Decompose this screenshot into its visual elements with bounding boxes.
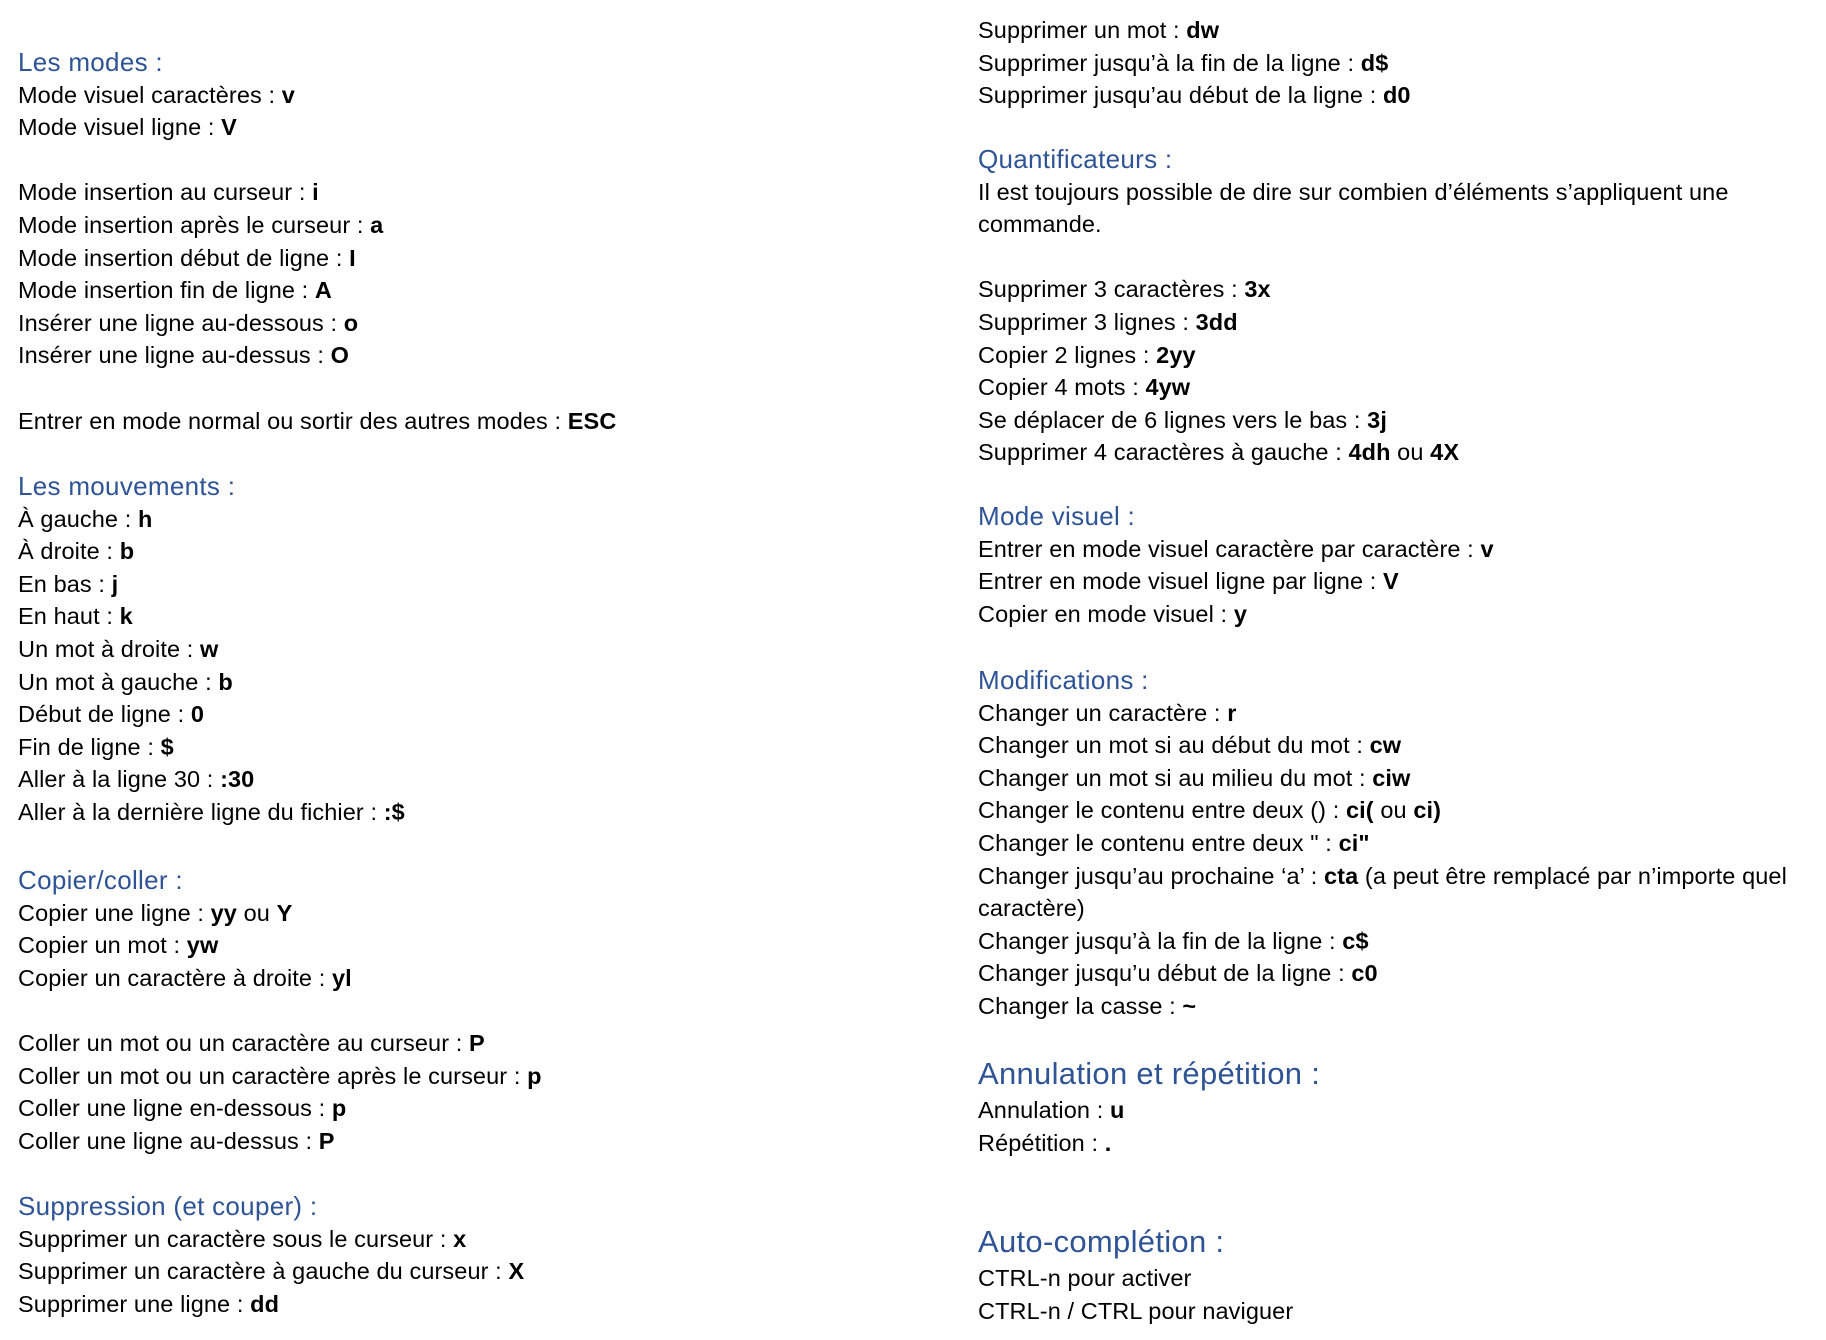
shortcut-label: Coller une ligne au-dessus : — [18, 1127, 319, 1154]
shortcut-label: Début de ligne : — [18, 701, 191, 728]
section-heading: Auto-complétion : — [978, 1224, 1225, 1259]
shortcut-line — [18, 1092, 938, 1125]
shortcut-key: ~ — [1182, 992, 1197, 1019]
shortcut-label: Changer le contenu entre deux () : — [978, 797, 1346, 824]
shortcut-label: Changer jusqu’à la fin de la ligne : — [978, 927, 1343, 954]
shortcut-label: À droite : — [18, 538, 120, 565]
shortcut-key: I — [349, 244, 356, 271]
shortcut-label-extra: ou — [1390, 439, 1431, 466]
shortcut-label: Supprimer 3 caractères : — [978, 276, 1245, 303]
shortcut-key: y — [1233, 600, 1247, 627]
shortcut-line — [978, 436, 1818, 469]
shortcut-line — [978, 339, 1818, 372]
shortcut-key: a — [370, 211, 384, 238]
shortcut-label: En bas : — [18, 570, 112, 597]
shortcut-label: Aller à la ligne 30 : — [18, 766, 221, 793]
shortcut-line — [18, 600, 938, 633]
shortcut-line — [978, 957, 1818, 990]
shortcut-key: ci( — [1345, 797, 1374, 824]
shortcut-label-extra: (a peut être remplacé par n’importe quel caractère) — [978, 862, 1787, 922]
shortcut-line — [18, 274, 938, 307]
shortcut-line — [978, 762, 1818, 795]
shortcut-key: b — [119, 538, 135, 565]
shortcut-label: En haut : — [18, 603, 120, 630]
shortcut-line — [978, 533, 1818, 566]
shortcut-label: CTRL-n / CTRL pour naviguer — [978, 1297, 1294, 1324]
shortcut-label: Supprimer un caractère sous le curseur : — [18, 1225, 454, 1252]
shortcut-label: Supprimer jusqu’au début de la ligne : — [978, 82, 1383, 109]
shortcut-key: 3x — [1244, 276, 1271, 303]
shortcut-line — [978, 794, 1818, 827]
shortcut-key: P — [469, 1029, 485, 1056]
shortcut-label: Entrer en mode visuel caractère par caractère : — [978, 535, 1481, 562]
shortcut-label: Mode insertion après le curseur : — [18, 211, 371, 238]
shortcut-line — [18, 763, 938, 796]
shortcut-key: X — [508, 1258, 525, 1285]
shortcut-key: k — [119, 603, 133, 630]
section-copier — [18, 864, 938, 1157]
shortcut-key: u — [1109, 1097, 1125, 1123]
shortcut-line — [978, 925, 1818, 958]
shortcut-label: Aller à la dernière ligne du fichier : — [18, 798, 384, 825]
shortcut-line — [978, 697, 1818, 730]
shortcut-line — [18, 405, 938, 438]
blank-line — [18, 372, 938, 405]
shortcut-label: Changer jusqu’u début de la ligne : — [978, 960, 1352, 987]
shortcut-label: Changer le contenu entre deux " : — [978, 829, 1339, 856]
shortcut-key: d$ — [1360, 49, 1389, 76]
shortcut-line — [18, 1125, 938, 1158]
shortcut-line — [18, 1288, 938, 1321]
section-modes — [18, 46, 938, 437]
shortcut-key: O — [330, 342, 349, 369]
shortcut-label: Copier un mot : — [18, 932, 187, 959]
shortcut-line — [18, 1060, 938, 1093]
shortcut-line — [18, 698, 938, 731]
shortcut-label: Un mot à gauche : — [18, 668, 219, 695]
shortcut-key: yl — [331, 964, 352, 991]
shortcut-line — [18, 209, 938, 242]
shortcut-key: d0 — [1382, 82, 1411, 109]
shortcut-label: Supprimer 4 caractères à gauche : — [978, 439, 1349, 466]
shortcut-key: cw — [1369, 732, 1402, 759]
shortcut-label: Changer un mot si au milieu du mot : — [978, 764, 1373, 791]
shortcut-line — [978, 47, 1818, 80]
section-visuel — [978, 500, 1818, 630]
shortcut-line — [978, 598, 1818, 631]
shortcut-label: Se déplacer de 6 lignes vers le bas : — [978, 406, 1368, 433]
shortcut-key: 3j — [1367, 406, 1387, 433]
shortcut-label: Coller un mot ou un caractère au curseur : — [18, 1029, 470, 1056]
shortcut-label: Mode visuel caractères : — [18, 81, 282, 108]
section-autocompletion — [978, 1222, 1818, 1327]
shortcut-label: Supprimer 3 lignes : — [978, 308, 1196, 335]
shortcut-line — [18, 307, 938, 340]
shortcut-line — [18, 633, 938, 666]
shortcut-line — [978, 306, 1818, 339]
shortcut-label: Changer un mot si au début du mot : — [978, 732, 1370, 759]
shortcut-label: Supprimer un mot : — [978, 17, 1187, 43]
shortcut-label-extra: ou — [1373, 797, 1414, 824]
section-intro: Il est toujours possible de dire sur combien d’éléments s’appliquent une commande. — [978, 178, 1729, 238]
shortcut-key: ESC — [567, 407, 617, 434]
shortcut-line — [18, 796, 938, 829]
shortcut-key: . — [1104, 1129, 1112, 1156]
shortcut-line — [18, 1255, 938, 1288]
shortcut-key: P — [318, 1127, 335, 1154]
section-heading: Les mouvements : — [18, 471, 236, 501]
shortcut-line — [18, 666, 938, 699]
shortcut-line — [18, 929, 938, 962]
shortcut-key: :$ — [383, 798, 405, 825]
shortcut-key: :30 — [220, 766, 255, 793]
shortcut-label: Copier un caractère à droite : — [18, 964, 332, 991]
shortcut-label: Mode insertion au curseur : — [18, 179, 313, 206]
shortcut-label: CTRL-n pour activer — [978, 1265, 1192, 1291]
shortcut-line — [978, 14, 1818, 47]
shortcut-label: Insérer une ligne au-dessus : — [18, 342, 331, 369]
shortcut-line — [18, 339, 938, 372]
shortcut-label: Changer la casse : — [978, 992, 1183, 1019]
shortcut-label: Entrer en mode visuel ligne par ligne : — [978, 568, 1384, 595]
shortcut-label: Coller un mot ou un caractère après le curseur : — [18, 1062, 528, 1089]
shortcut-line — [978, 1295, 1818, 1328]
section-suppression-suite — [978, 14, 1818, 112]
section-suppression — [18, 1190, 938, 1320]
shortcut-key: x — [453, 1225, 467, 1252]
shortcut-label: Entrer en mode normal ou sortir des autres modes : — [18, 407, 568, 434]
shortcut-key: c0 — [1351, 960, 1378, 987]
shortcut-line — [978, 860, 1813, 925]
shortcut-label: Mode visuel ligne : — [18, 114, 222, 141]
shortcut-key: $ — [160, 733, 174, 760]
shortcut-label: Insérer une ligne au-dessous : — [18, 309, 344, 336]
shortcut-key: p — [331, 1095, 347, 1122]
shortcut-line — [18, 535, 938, 568]
shortcut-key: 2yy — [1156, 341, 1196, 368]
section-mouvements — [18, 470, 938, 829]
shortcut-key: j — [111, 570, 119, 597]
shortcut-line — [978, 79, 1818, 112]
shortcut-line — [978, 729, 1818, 762]
shortcut-label: Supprimer jusqu’à la fin de la ligne : — [978, 49, 1361, 76]
shortcut-line — [18, 503, 938, 536]
shortcut-key: V — [1383, 568, 1399, 595]
shortcut-label: Copier une ligne : — [18, 899, 211, 926]
shortcut-key: 4dh — [1348, 439, 1391, 466]
shortcut-line — [978, 273, 1818, 306]
shortcut-key: v — [1480, 535, 1494, 562]
section-heading: Annulation et répétition : — [978, 1056, 1321, 1091]
shortcut-line — [978, 827, 1818, 860]
shortcut-key: 0 — [190, 701, 205, 728]
shortcut-key: v — [281, 81, 295, 108]
shortcut-key: o — [343, 309, 359, 336]
shortcut-line — [978, 1094, 1818, 1127]
blank-line — [18, 994, 938, 1027]
shortcut-label: Changer un caractère : — [978, 699, 1228, 726]
shortcut-label: Copier en mode visuel : — [978, 600, 1234, 627]
shortcut-line — [978, 565, 1818, 598]
shortcut-label: À gauche : — [18, 505, 138, 532]
section-annulation — [978, 1054, 1818, 1159]
shortcut-key: yy — [210, 899, 237, 926]
shortcut-key: w — [200, 635, 219, 662]
shortcut-key: 3dd — [1195, 308, 1238, 335]
shortcut-key: cta — [1324, 862, 1359, 889]
shortcut-label: Répétition : — [978, 1129, 1105, 1156]
shortcut-key: c$ — [1342, 927, 1369, 954]
shortcut-key: h — [138, 505, 153, 532]
shortcut-line — [978, 404, 1818, 437]
shortcut-line — [978, 990, 1818, 1023]
shortcut-key: i — [312, 179, 319, 206]
shortcut-key: ciw — [1372, 764, 1411, 791]
shortcut-key: r — [1227, 699, 1237, 726]
shortcut-line — [18, 79, 938, 112]
shortcut-label-extra: ou — [236, 899, 277, 926]
shortcut-label: Annulation : — [978, 1097, 1110, 1123]
shortcut-label: Mode insertion début de ligne : — [18, 244, 350, 271]
section-heading: Modifications : — [978, 665, 1149, 695]
shortcut-line — [18, 176, 938, 209]
shortcut-line — [18, 111, 938, 144]
shortcut-label: Supprimer un caractère à gauche du curseur : — [18, 1258, 509, 1285]
blank-line — [18, 144, 938, 177]
section-heading: Quantificateurs : — [978, 144, 1173, 174]
section-heading: Suppression (et couper) : — [18, 1191, 318, 1221]
shortcut-key-alt: Y — [276, 899, 293, 926]
shortcut-line — [18, 1223, 938, 1256]
shortcut-key: b — [218, 668, 233, 695]
shortcut-key-alt: 4X — [1430, 439, 1460, 466]
shortcut-key: dw — [1186, 17, 1220, 43]
shortcut-label: Coller une ligne en-dessous : — [18, 1095, 332, 1122]
shortcut-key: A — [314, 277, 332, 304]
shortcut-line — [18, 242, 938, 275]
shortcut-key: p — [527, 1062, 542, 1089]
section-heading: Copier/coller : — [18, 865, 183, 895]
section-heading: Les modes : — [18, 47, 163, 77]
shortcut-line — [18, 731, 938, 764]
shortcut-key: yw — [186, 932, 219, 959]
shortcut-line — [18, 897, 938, 930]
shortcut-key: dd — [250, 1290, 280, 1317]
shortcut-label: Changer jusqu’au prochaine ‘a’ : — [978, 862, 1325, 889]
shortcut-line — [978, 371, 1818, 404]
section-heading: Mode visuel : — [978, 501, 1136, 531]
shortcut-label: Un mot à droite : — [18, 635, 201, 662]
shortcut-line — [978, 1262, 1818, 1295]
shortcut-label: Fin de ligne : — [18, 733, 161, 760]
shortcut-line — [978, 1127, 1818, 1160]
shortcut-key: ci" — [1338, 829, 1370, 856]
shortcut-label: Supprimer une ligne : — [18, 1290, 251, 1317]
shortcut-key-alt: ci) — [1413, 797, 1442, 824]
shortcut-line — [18, 1027, 938, 1060]
shortcut-label: Mode insertion fin de ligne : — [18, 277, 315, 304]
shortcut-line — [18, 962, 938, 995]
shortcut-key: 4yw — [1145, 374, 1191, 401]
section-modifications — [978, 664, 1818, 1023]
shortcut-key: V — [221, 114, 237, 141]
shortcut-label: Copier 4 mots : — [978, 374, 1146, 401]
shortcut-label: Copier 2 lignes : — [978, 341, 1157, 368]
section-quantificateurs — [978, 143, 1818, 469]
shortcut-line — [18, 568, 938, 601]
